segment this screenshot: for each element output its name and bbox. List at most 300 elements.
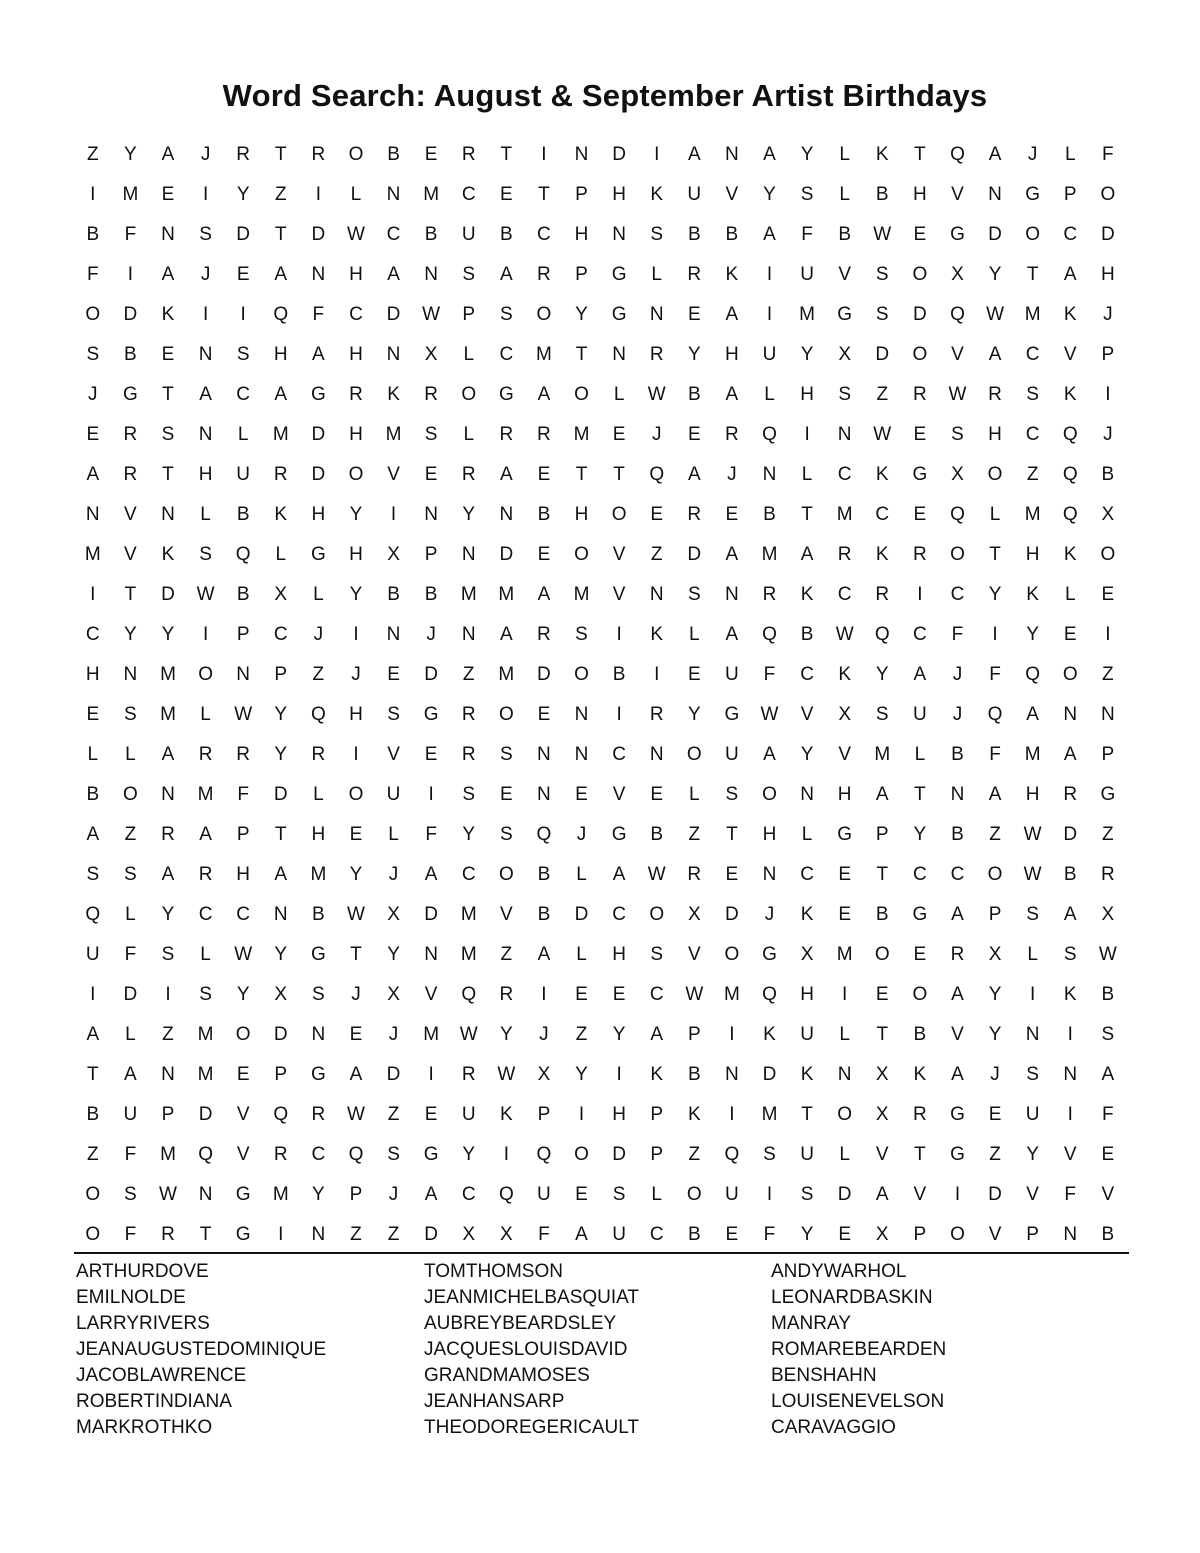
grid-letter[interactable]: K (274, 504, 288, 525)
grid-letter[interactable]: E (424, 144, 438, 165)
grid-letter[interactable]: I (616, 1064, 622, 1085)
grid-letter[interactable]: P (462, 304, 476, 325)
grid-letter[interactable]: R (1063, 784, 1078, 805)
grid-letter[interactable]: V (236, 1104, 250, 1125)
grid-letter[interactable]: N (800, 784, 814, 805)
grid-letter[interactable]: F (312, 304, 325, 325)
grid-letter[interactable]: I (729, 1104, 735, 1125)
grid-letter[interactable]: O (348, 464, 364, 485)
grid-letter[interactable]: Y (387, 944, 400, 965)
grid-letter[interactable]: Z (86, 144, 99, 165)
grid-letter[interactable]: N (161, 784, 175, 805)
grid-letter[interactable]: B (800, 624, 814, 645)
grid-letter[interactable]: C (875, 504, 890, 525)
grid-letter[interactable]: U (725, 664, 739, 685)
grid-letter[interactable]: Y (988, 584, 1002, 605)
grid-letter[interactable]: C (461, 864, 476, 885)
grid-letter[interactable]: U (461, 224, 476, 245)
grid-letter[interactable]: N (950, 784, 965, 805)
grid-letter[interactable]: V (725, 184, 739, 205)
grid-letter[interactable]: P (424, 544, 438, 565)
grid-letter[interactable]: Z (124, 824, 137, 845)
grid-letter[interactable]: O (348, 784, 364, 805)
grid-letter[interactable]: W (1098, 944, 1117, 965)
grid-letter[interactable]: R (461, 744, 476, 765)
grid-letter[interactable]: B (725, 224, 739, 245)
grid-letter[interactable]: D (386, 1064, 401, 1085)
grid-letter[interactable]: J (952, 664, 963, 685)
grid-letter[interactable]: W (497, 1064, 516, 1085)
grid-letter[interactable]: E (575, 784, 588, 805)
grid-letter[interactable]: L (689, 784, 700, 805)
grid-letter[interactable]: A (725, 384, 739, 405)
grid-letter[interactable]: G (423, 1144, 439, 1165)
grid-letter[interactable]: V (838, 264, 852, 285)
grid-letter[interactable]: O (686, 1184, 702, 1205)
grid-letter[interactable]: E (687, 424, 701, 445)
grid-letter[interactable]: C (349, 304, 363, 325)
grid-letter[interactable]: A (537, 384, 551, 405)
grid-letter[interactable]: S (650, 944, 664, 965)
grid-letter[interactable]: U (612, 1224, 626, 1245)
grid-letter[interactable]: R (349, 384, 363, 405)
grid-letter[interactable]: R (123, 464, 138, 485)
grid-letter[interactable]: T (613, 464, 625, 485)
grid-letter[interactable]: T (162, 384, 174, 405)
grid-letter[interactable]: L (839, 1024, 850, 1045)
grid-letter[interactable]: Q (950, 304, 965, 325)
grid-letter[interactable]: G (1100, 784, 1116, 805)
grid-letter[interactable]: D (988, 224, 1002, 245)
grid-letter[interactable]: T (575, 464, 588, 485)
grid-letter[interactable]: V (387, 464, 400, 485)
grid-letter[interactable]: E (86, 704, 100, 725)
grid-letter[interactable]: L (125, 744, 136, 765)
grid-letter[interactable]: X (424, 344, 438, 365)
grid-letter[interactable]: Y (274, 744, 288, 765)
grid-letter[interactable]: X (838, 344, 852, 365)
grid-letter[interactable]: C (649, 984, 664, 1005)
grid-letter[interactable]: N (725, 1064, 739, 1085)
grid-letter[interactable]: F (801, 224, 813, 245)
grid-letter[interactable]: R (311, 744, 326, 765)
grid-letter[interactable]: R (198, 744, 213, 765)
grid-letter[interactable]: G (235, 1224, 251, 1245)
grid-letter[interactable]: T (124, 584, 137, 605)
grid-letter[interactable]: D (687, 544, 702, 565)
grid-letter[interactable]: C (912, 864, 927, 885)
grid-letter[interactable]: Z (575, 1024, 588, 1045)
grid-letter[interactable]: R (537, 624, 551, 645)
grid-letter[interactable]: Y (575, 1064, 588, 1085)
grid-letter[interactable]: L (125, 904, 136, 925)
grid-letter[interactable]: J (764, 904, 775, 925)
grid-letter[interactable]: E (913, 224, 927, 245)
grid-letter[interactable]: M (723, 984, 740, 1005)
grid-letter[interactable]: E (537, 544, 551, 565)
grid-letter[interactable]: D (912, 304, 927, 325)
grid-letter[interactable]: P (913, 1224, 927, 1245)
grid-letter[interactable]: R (273, 1144, 288, 1165)
grid-letter[interactable]: E (650, 504, 664, 525)
grid-letter[interactable]: J (426, 624, 436, 645)
grid-letter[interactable]: S (687, 584, 701, 605)
grid-letter[interactable]: K (1026, 584, 1039, 605)
grid-letter[interactable]: I (992, 624, 998, 645)
grid-letter[interactable]: I (202, 184, 209, 205)
grid-letter[interactable]: A (951, 904, 964, 925)
grid-letter[interactable]: V (124, 504, 137, 525)
grid-letter[interactable]: E (838, 1224, 852, 1245)
grid-letter[interactable]: R (311, 1104, 326, 1125)
grid-letter[interactable]: W (159, 1184, 177, 1205)
grid-letter[interactable]: I (1105, 624, 1111, 645)
grid-letter[interactable]: K (913, 1064, 927, 1085)
grid-letter[interactable]: P (274, 1064, 288, 1085)
grid-letter[interactable]: Q (348, 1144, 364, 1165)
grid-letter[interactable]: S (424, 424, 438, 445)
grid-letter[interactable]: B (236, 504, 250, 525)
grid-letter[interactable]: T (1026, 264, 1039, 285)
grid-letter[interactable]: O (574, 1144, 589, 1165)
grid-letter[interactable]: Y (612, 1024, 626, 1045)
grid-letter[interactable]: Y (462, 504, 476, 525)
grid-letter[interactable]: F (951, 624, 964, 645)
grid-letter[interactable]: L (689, 624, 700, 645)
grid-letter[interactable]: V (838, 744, 852, 765)
grid-letter[interactable]: M (1024, 304, 1041, 325)
grid-letter[interactable]: I (654, 664, 660, 685)
grid-letter[interactable]: O (85, 1184, 101, 1205)
grid-letter[interactable]: E (725, 864, 739, 885)
grid-letter[interactable]: A (800, 544, 814, 565)
grid-letter[interactable]: V (687, 944, 701, 965)
grid-letter[interactable]: L (839, 144, 850, 165)
grid-letter[interactable]: A (424, 864, 438, 885)
grid-letter[interactable]: Y (913, 824, 927, 845)
grid-letter[interactable]: X (387, 544, 400, 565)
grid-letter[interactable]: L (1027, 944, 1038, 965)
grid-letter[interactable]: Z (650, 544, 663, 565)
grid-letter[interactable]: D (725, 904, 739, 925)
grid-letter[interactable]: H (800, 984, 814, 1005)
grid-letter[interactable]: K (875, 144, 889, 165)
grid-letter[interactable]: O (649, 904, 665, 925)
grid-letter[interactable]: I (842, 984, 848, 1005)
grid-letter[interactable]: S (199, 544, 212, 565)
grid-letter[interactable]: Z (350, 1224, 362, 1245)
grid-letter[interactable]: U (725, 744, 739, 765)
grid-letter[interactable]: K (1063, 384, 1077, 405)
grid-letter[interactable]: Q (649, 464, 665, 485)
grid-letter[interactable]: F (86, 264, 99, 285)
grid-letter[interactable]: M (498, 584, 515, 605)
grid-letter[interactable]: Y (1026, 624, 1039, 645)
grid-letter[interactable]: G (611, 264, 627, 285)
grid-letter[interactable]: Y (988, 984, 1002, 1005)
grid-letter[interactable]: Q (536, 1144, 552, 1165)
grid-letter[interactable]: Q (273, 304, 289, 325)
grid-letter[interactable]: W (459, 1024, 478, 1045)
grid-letter[interactable]: I (578, 1104, 585, 1125)
grid-letter[interactable]: I (766, 1184, 773, 1205)
grid-letter[interactable]: H (311, 504, 326, 525)
grid-letter[interactable]: W (647, 384, 666, 405)
grid-letter[interactable]: O (837, 1104, 853, 1125)
grid-letter[interactable]: M (272, 424, 289, 445)
grid-letter[interactable]: M (874, 744, 891, 765)
grid-letter[interactable]: L (200, 504, 211, 525)
grid-letter[interactable]: D (762, 1064, 777, 1085)
grid-letter[interactable]: L (313, 784, 324, 805)
grid-letter[interactable]: M (160, 664, 176, 685)
grid-letter[interactable]: W (948, 384, 967, 405)
grid-letter[interactable]: B (312, 904, 325, 925)
grid-letter[interactable]: X (387, 984, 400, 1005)
grid-letter[interactable]: C (1025, 424, 1040, 445)
grid-letter[interactable]: N (574, 704, 589, 725)
grid-letter[interactable]: M (197, 1024, 214, 1045)
grid-letter[interactable]: R (912, 544, 927, 565)
grid-letter[interactable]: T (726, 824, 738, 845)
grid-letter[interactable]: W (346, 1104, 365, 1125)
grid-letter[interactable]: M (385, 424, 402, 445)
grid-letter[interactable]: O (1062, 664, 1078, 685)
grid-letter[interactable]: M (423, 1024, 440, 1045)
grid-letter[interactable]: V (612, 584, 626, 605)
grid-letter[interactable]: O (498, 704, 514, 725)
grid-letter[interactable]: D (123, 304, 138, 325)
grid-letter[interactable]: S (1026, 904, 1039, 925)
grid-letter[interactable]: V (236, 1144, 250, 1165)
grid-letter[interactable]: B (1101, 984, 1115, 1005)
grid-letter[interactable]: D (988, 1184, 1002, 1205)
grid-letter[interactable]: Y (499, 1024, 513, 1045)
grid-letter[interactable]: Y (800, 144, 814, 165)
grid-letter[interactable]: B (1101, 464, 1115, 485)
grid-letter[interactable]: O (85, 304, 101, 325)
grid-letter[interactable]: A (124, 1064, 137, 1085)
grid-letter[interactable]: E (499, 184, 513, 205)
grid-letter[interactable]: V (124, 544, 137, 565)
grid-letter[interactable]: L (839, 184, 850, 205)
grid-letter[interactable]: V (387, 744, 400, 765)
grid-letter[interactable]: C (236, 904, 251, 925)
grid-letter[interactable]: J (576, 824, 587, 845)
grid-letter[interactable]: N (537, 744, 551, 765)
grid-letter[interactable]: G (235, 1184, 251, 1205)
grid-letter[interactable]: H (574, 504, 589, 525)
grid-letter[interactable]: G (498, 384, 514, 405)
grid-letter[interactable]: U (912, 704, 927, 725)
grid-letter[interactable]: O (874, 944, 890, 965)
grid-letter[interactable]: E (161, 184, 175, 205)
grid-letter[interactable]: L (125, 1024, 136, 1045)
grid-letter[interactable]: H (574, 224, 589, 245)
grid-letter[interactable]: O (950, 544, 965, 565)
grid-letter[interactable]: I (766, 264, 773, 285)
grid-letter[interactable]: S (800, 1184, 814, 1205)
grid-letter[interactable]: B (687, 384, 701, 405)
grid-letter[interactable]: A (725, 544, 739, 565)
grid-letter[interactable]: A (312, 344, 325, 365)
grid-letter[interactable]: M (761, 1104, 778, 1125)
grid-letter[interactable]: K (875, 544, 889, 565)
grid-letter[interactable]: S (387, 704, 400, 725)
grid-letter[interactable]: I (390, 504, 397, 525)
grid-letter[interactable]: Z (876, 384, 889, 405)
grid-letter[interactable]: L (237, 424, 249, 445)
grid-letter[interactable]: J (351, 664, 361, 685)
grid-letter[interactable]: H (349, 344, 363, 365)
grid-letter[interactable]: E (424, 1104, 438, 1125)
grid-letter[interactable]: D (311, 464, 326, 485)
grid-letter[interactable]: E (575, 1184, 588, 1205)
grid-letter[interactable]: Z (462, 664, 475, 685)
grid-letter[interactable]: C (499, 344, 514, 365)
grid-letter[interactable]: A (161, 264, 175, 285)
grid-letter[interactable]: B (86, 784, 100, 805)
grid-letter[interactable]: L (651, 1184, 662, 1205)
grid-letter[interactable]: Q (310, 704, 326, 725)
grid-letter[interactable]: K (1063, 304, 1077, 325)
grid-letter[interactable]: E (612, 424, 626, 445)
grid-letter[interactable]: R (725, 424, 739, 445)
grid-letter[interactable]: C (1025, 344, 1040, 365)
grid-letter[interactable]: L (989, 504, 1001, 525)
grid-letter[interactable]: S (462, 264, 476, 285)
grid-letter[interactable]: J (388, 1024, 399, 1045)
grid-letter[interactable]: O (912, 344, 928, 365)
grid-letter[interactable]: N (612, 344, 626, 365)
grid-letter[interactable]: M (498, 664, 515, 685)
grid-letter[interactable]: H (273, 344, 288, 365)
grid-letter[interactable]: O (536, 304, 552, 325)
grid-letter[interactable]: N (161, 504, 175, 525)
grid-letter[interactable]: P (1026, 1224, 1039, 1245)
grid-letter[interactable]: B (537, 904, 551, 925)
grid-letter[interactable]: Y (875, 664, 889, 685)
grid-letter[interactable]: Y (274, 944, 288, 965)
grid-letter[interactable]: R (236, 744, 251, 765)
grid-letter[interactable]: H (988, 424, 1002, 445)
grid-letter[interactable]: Y (349, 504, 363, 525)
grid-letter[interactable]: C (612, 904, 626, 925)
grid-letter[interactable]: K (800, 584, 814, 605)
grid-letter[interactable]: S (499, 824, 513, 845)
grid-letter[interactable]: W (196, 584, 215, 605)
grid-letter[interactable]: T (575, 344, 588, 365)
grid-letter[interactable]: R (311, 144, 326, 165)
grid-letter[interactable]: A (1101, 1064, 1115, 1085)
grid-letter[interactable]: K (725, 264, 739, 285)
grid-letter[interactable]: F (124, 224, 137, 245)
grid-letter[interactable]: A (161, 144, 175, 165)
grid-letter[interactable]: N (1025, 1024, 1040, 1045)
grid-letter[interactable]: H (349, 424, 363, 445)
grid-letter[interactable]: C (236, 384, 251, 405)
grid-letter[interactable]: I (616, 704, 622, 725)
grid-letter[interactable]: N (537, 784, 551, 805)
grid-letter[interactable]: S (612, 1184, 626, 1205)
grid-letter[interactable]: L (200, 944, 211, 965)
grid-letter[interactable]: M (761, 544, 778, 565)
grid-letter[interactable]: R (161, 1224, 175, 1245)
grid-letter[interactable]: U (725, 1184, 739, 1205)
grid-letter[interactable]: V (913, 1184, 927, 1205)
grid-letter[interactable]: B (763, 504, 776, 525)
grid-letter[interactable]: A (499, 464, 513, 485)
grid-letter[interactable]: H (85, 664, 100, 685)
grid-letter[interactable]: W (835, 624, 854, 645)
grid-letter[interactable]: G (310, 384, 326, 405)
grid-letter[interactable]: B (424, 224, 438, 245)
grid-letter[interactable]: N (574, 144, 589, 165)
grid-letter[interactable]: W (346, 904, 365, 925)
grid-letter[interactable]: H (198, 464, 213, 485)
grid-letter[interactable]: C (198, 904, 213, 925)
grid-letter[interactable]: T (274, 144, 287, 165)
grid-letter[interactable]: K (650, 624, 664, 645)
grid-letter[interactable]: J (1027, 144, 1038, 165)
grid-letter[interactable]: K (838, 664, 852, 685)
grid-letter[interactable]: D (123, 984, 138, 1005)
grid-letter[interactable]: I (654, 144, 660, 165)
grid-letter[interactable]: T (801, 1104, 813, 1125)
grid-letter[interactable]: K (1063, 544, 1077, 565)
grid-letter[interactable]: A (988, 344, 1002, 365)
grid-letter[interactable]: J (952, 704, 963, 725)
grid-letter[interactable]: Z (312, 664, 325, 685)
grid-letter[interactable]: K (499, 1104, 513, 1125)
grid-letter[interactable]: I (90, 984, 96, 1005)
grid-letter[interactable]: N (1063, 1224, 1078, 1245)
grid-letter[interactable]: S (124, 864, 137, 885)
grid-letter[interactable]: L (1064, 584, 1076, 605)
grid-letter[interactable]: R (499, 984, 514, 1005)
grid-letter[interactable]: S (875, 304, 889, 325)
grid-letter[interactable]: Y (800, 744, 814, 765)
grid-letter[interactable]: X (687, 904, 701, 925)
grid-letter[interactable]: A (763, 224, 776, 245)
grid-letter[interactable]: H (1100, 264, 1115, 285)
grid-letter[interactable]: R (537, 424, 551, 445)
grid-letter[interactable]: N (386, 624, 401, 645)
grid-letter[interactable]: Y (124, 624, 137, 645)
grid-letter[interactable]: N (649, 744, 664, 765)
grid-letter[interactable]: L (576, 864, 587, 885)
grid-letter[interactable]: E (349, 1024, 363, 1045)
grid-letter[interactable]: D (273, 1024, 288, 1045)
grid-letter[interactable]: S (875, 264, 889, 285)
grid-letter[interactable]: T (274, 824, 287, 845)
grid-letter[interactable]: D (1063, 824, 1078, 845)
grid-letter[interactable]: D (424, 1224, 438, 1245)
grid-letter[interactable]: A (951, 1064, 964, 1085)
grid-letter[interactable]: Y (575, 304, 588, 325)
grid-letter[interactable]: F (763, 1224, 776, 1245)
grid-letter[interactable]: K (687, 1104, 701, 1125)
grid-letter[interactable]: V (875, 1144, 889, 1165)
grid-letter[interactable]: S (124, 1184, 137, 1205)
grid-letter[interactable]: O (498, 864, 514, 885)
grid-letter[interactable]: N (386, 344, 401, 365)
grid-letter[interactable]: H (1025, 544, 1040, 565)
grid-letter[interactable]: A (499, 624, 513, 645)
grid-letter[interactable]: A (537, 584, 551, 605)
grid-letter[interactable]: U (123, 1104, 138, 1125)
grid-letter[interactable]: V (951, 344, 964, 365)
